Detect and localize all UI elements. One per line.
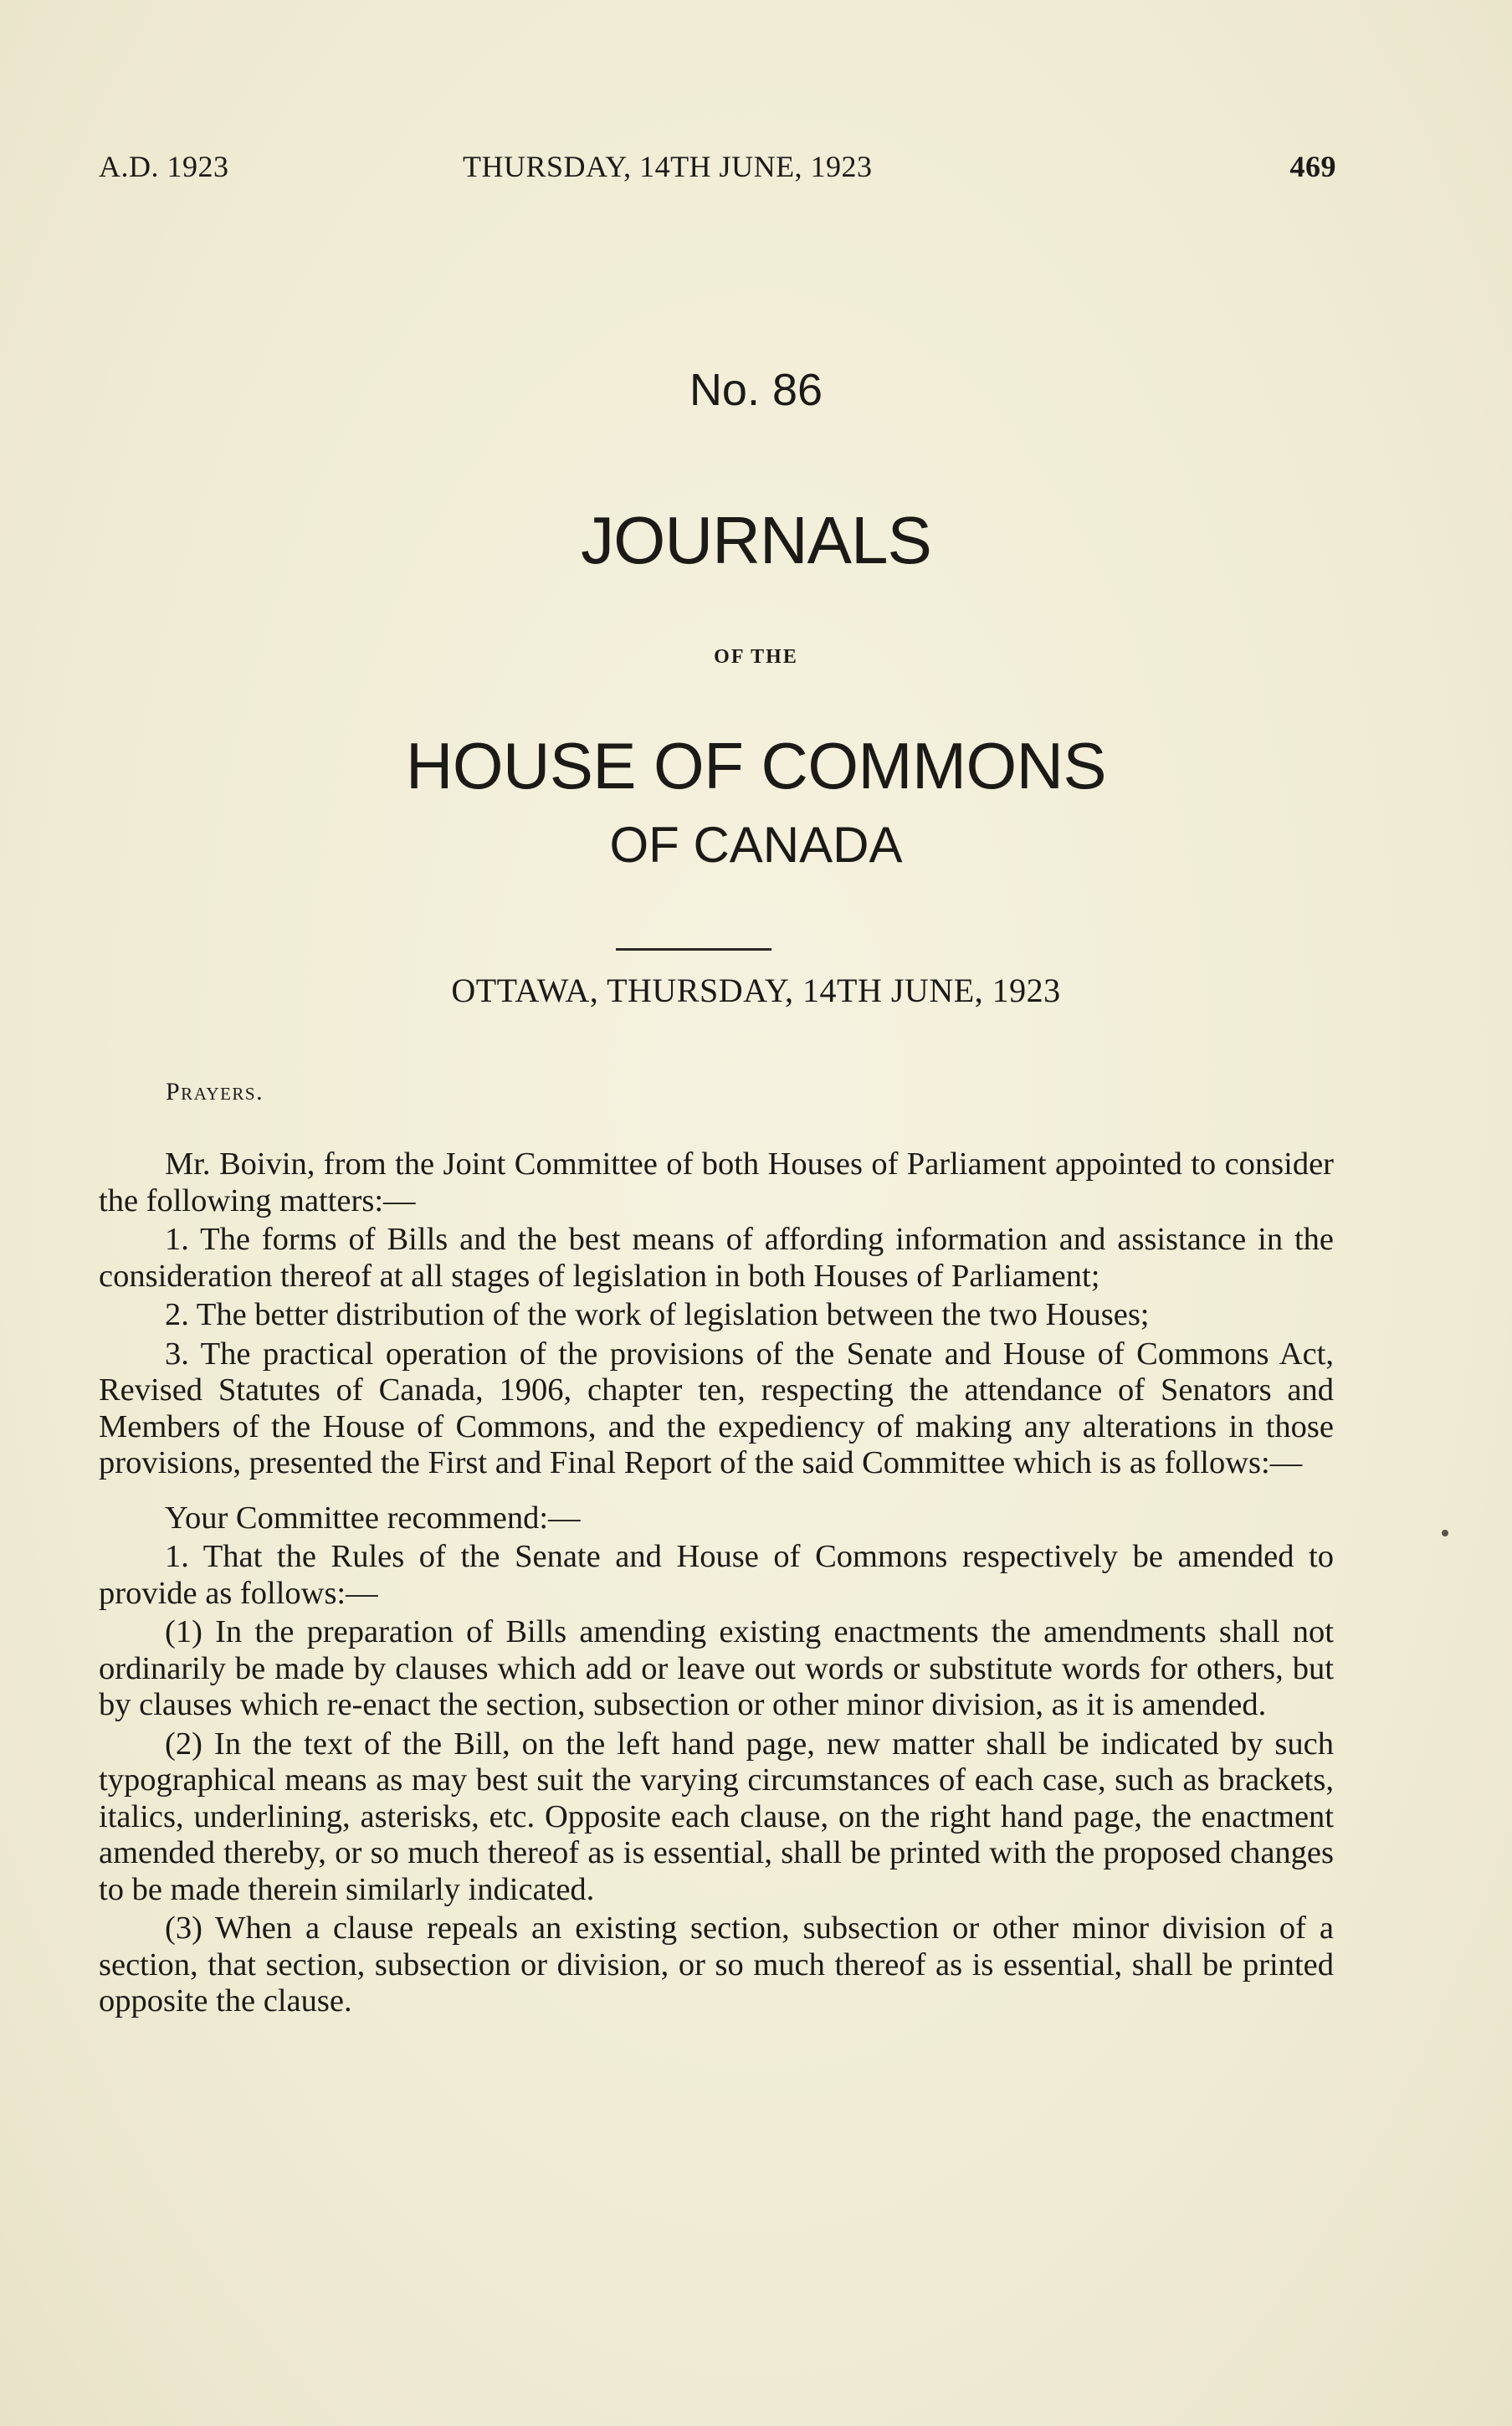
paragraph: Your Committee recommend:— (165, 1500, 581, 1536)
paragraph: 1. That the Rules of the Senate and House of Commons respectively be amended to provide as follows:— (99, 1539, 1334, 1611)
paragraph: (2) In the text of the Bill, on the left hand page, new matter shall be indicated by such typographical means as may best suit the varying circumstances of each case, such as brackets, italics, underlining, asterisks, etc. Opposite each clause, on the right hand page, the enactment amended thereby, or so much thereof as is essential, shall be printed with the proposed changes to be made therein similarly indicated. (99, 1726, 1334, 1907)
paragraph: (3) When a clause repeals an existing section, subsection or other minor division of a section, that section, subsection or division, or so much thereof as is essential, shall be printed opposite the clause. (99, 1911, 1334, 2018)
paragraph: 3. The practical operation of the provisions of the Senate and House of Commons Act, Revised Statutes of Canada, 1906, chapter ten, respecting the attendance of Senators and Members of the House of Commons, and the expediency of making any alterations in those provisions, presented the First and Final Report of the said Committee which is as follows:— (99, 1336, 1334, 1480)
running-head (99, 149, 1336, 199)
page-number: 469 (1289, 150, 1336, 183)
house-title: HOUSE OF COMMONS (405, 729, 1106, 803)
body-text (99, 1146, 1334, 2023)
title-rule (616, 948, 771, 951)
canada-title: OF CANADA (609, 817, 903, 873)
paragraph: (1) In the preparation of Bills amending existing enactments the amendments shall not ordinarily be made by clauses which add or leave out words or substitute words for others, but by clauses which re-enact the section, subsection or other minor division, as it is amended. (99, 1614, 1334, 1722)
journal-title: JOURNALS (581, 503, 931, 577)
paragraph: 2. The better distribution of the work of legislation between the two Houses; (165, 1297, 1150, 1332)
issue-number: No. 86 (689, 365, 823, 415)
ink-speck (1442, 1530, 1448, 1536)
paragraph: 1. The forms of Bills and the best means of affording information and assistance in the consideration thereof at all stages of legislation in both Houses of Parliament; (99, 1222, 1334, 1294)
of-the-label: OF THE (714, 646, 798, 668)
dateline: OTTAWA, THURSDAY, 14TH JUNE, 1923 (451, 972, 1061, 1009)
paragraph: Mr. Boivin, from the Joint Committee of both Houses of Parliament appointed to consider the following matters:— (99, 1146, 1334, 1218)
header-date: THURSDAY, 14TH JUNE, 1923 (463, 150, 873, 183)
header-year: A.D. 1923 (99, 150, 229, 183)
prayers-heading: Prayers. (166, 1078, 264, 1105)
